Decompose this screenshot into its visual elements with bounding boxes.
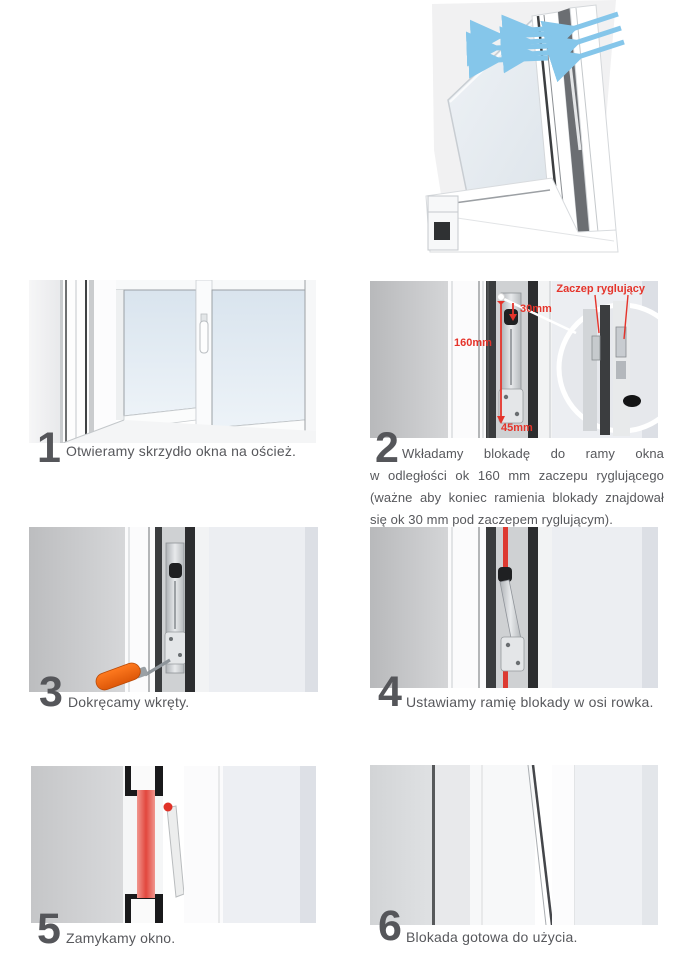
step-3-caption: Dokręcamy wkręty. — [68, 694, 190, 710]
step-number-5: 5 — [37, 905, 61, 953]
step-number-6: 6 — [378, 902, 402, 950]
dim-160mm-label: 160mm — [454, 337, 492, 349]
restrictor-knob-icon — [498, 567, 512, 582]
step-2-photo — [370, 281, 658, 438]
tilted-window-airflow-illustration — [420, 0, 689, 258]
step-1-photo — [29, 280, 316, 443]
screwdriver-tightening-illustration — [29, 527, 318, 692]
step-5-photo — [31, 766, 316, 923]
locking-catch-callout-label: Zaczep ryglujący — [556, 283, 645, 295]
red-gasket — [137, 790, 155, 898]
restrictor-placement-illustration — [370, 281, 658, 438]
step-4-photo — [370, 527, 658, 688]
dim-45mm-label: 45mm — [501, 422, 533, 434]
step-1-caption: Otwieramy skrzydło okna na oścież. — [66, 443, 297, 459]
step-number-2: 2 — [375, 424, 399, 472]
arm-alignment-illustration — [370, 527, 658, 688]
open-window-illustration — [29, 280, 316, 443]
ready-restrictor-illustration — [370, 765, 658, 925]
groove-red-stripe — [503, 527, 508, 571]
red-pivot-dot — [164, 803, 173, 812]
step-6-caption: Blokada gotowa do użycia. — [406, 929, 578, 945]
step-number-4: 4 — [378, 668, 402, 716]
step-number-3: 3 — [39, 668, 63, 716]
step-number-1: 1 — [37, 424, 61, 472]
knob-in-inset-icon — [623, 395, 641, 407]
step-2-caption: Wkładamy blokadę do ramy okna w odległości ok 160 mm zaczepu ryglującego (ważne aby koniec ramienia blokady znajdował się ok 30 mm pod zaczepem ryglującym). — [370, 446, 664, 527]
step-5-caption: Zamykamy okno. — [66, 930, 176, 946]
locking-catch-left-icon — [592, 336, 600, 360]
step-3-photo — [29, 527, 318, 692]
closing-window-illustration — [31, 766, 316, 923]
hero-photo — [420, 0, 689, 258]
step-4-caption: Ustawiamy ramię blokady w osi rowka. — [406, 694, 654, 710]
step-6-photo — [370, 765, 658, 925]
restrictor-knob-icon — [169, 563, 182, 578]
dim-30mm-label: 30mm — [520, 303, 552, 315]
window-handle-icon — [200, 321, 208, 353]
